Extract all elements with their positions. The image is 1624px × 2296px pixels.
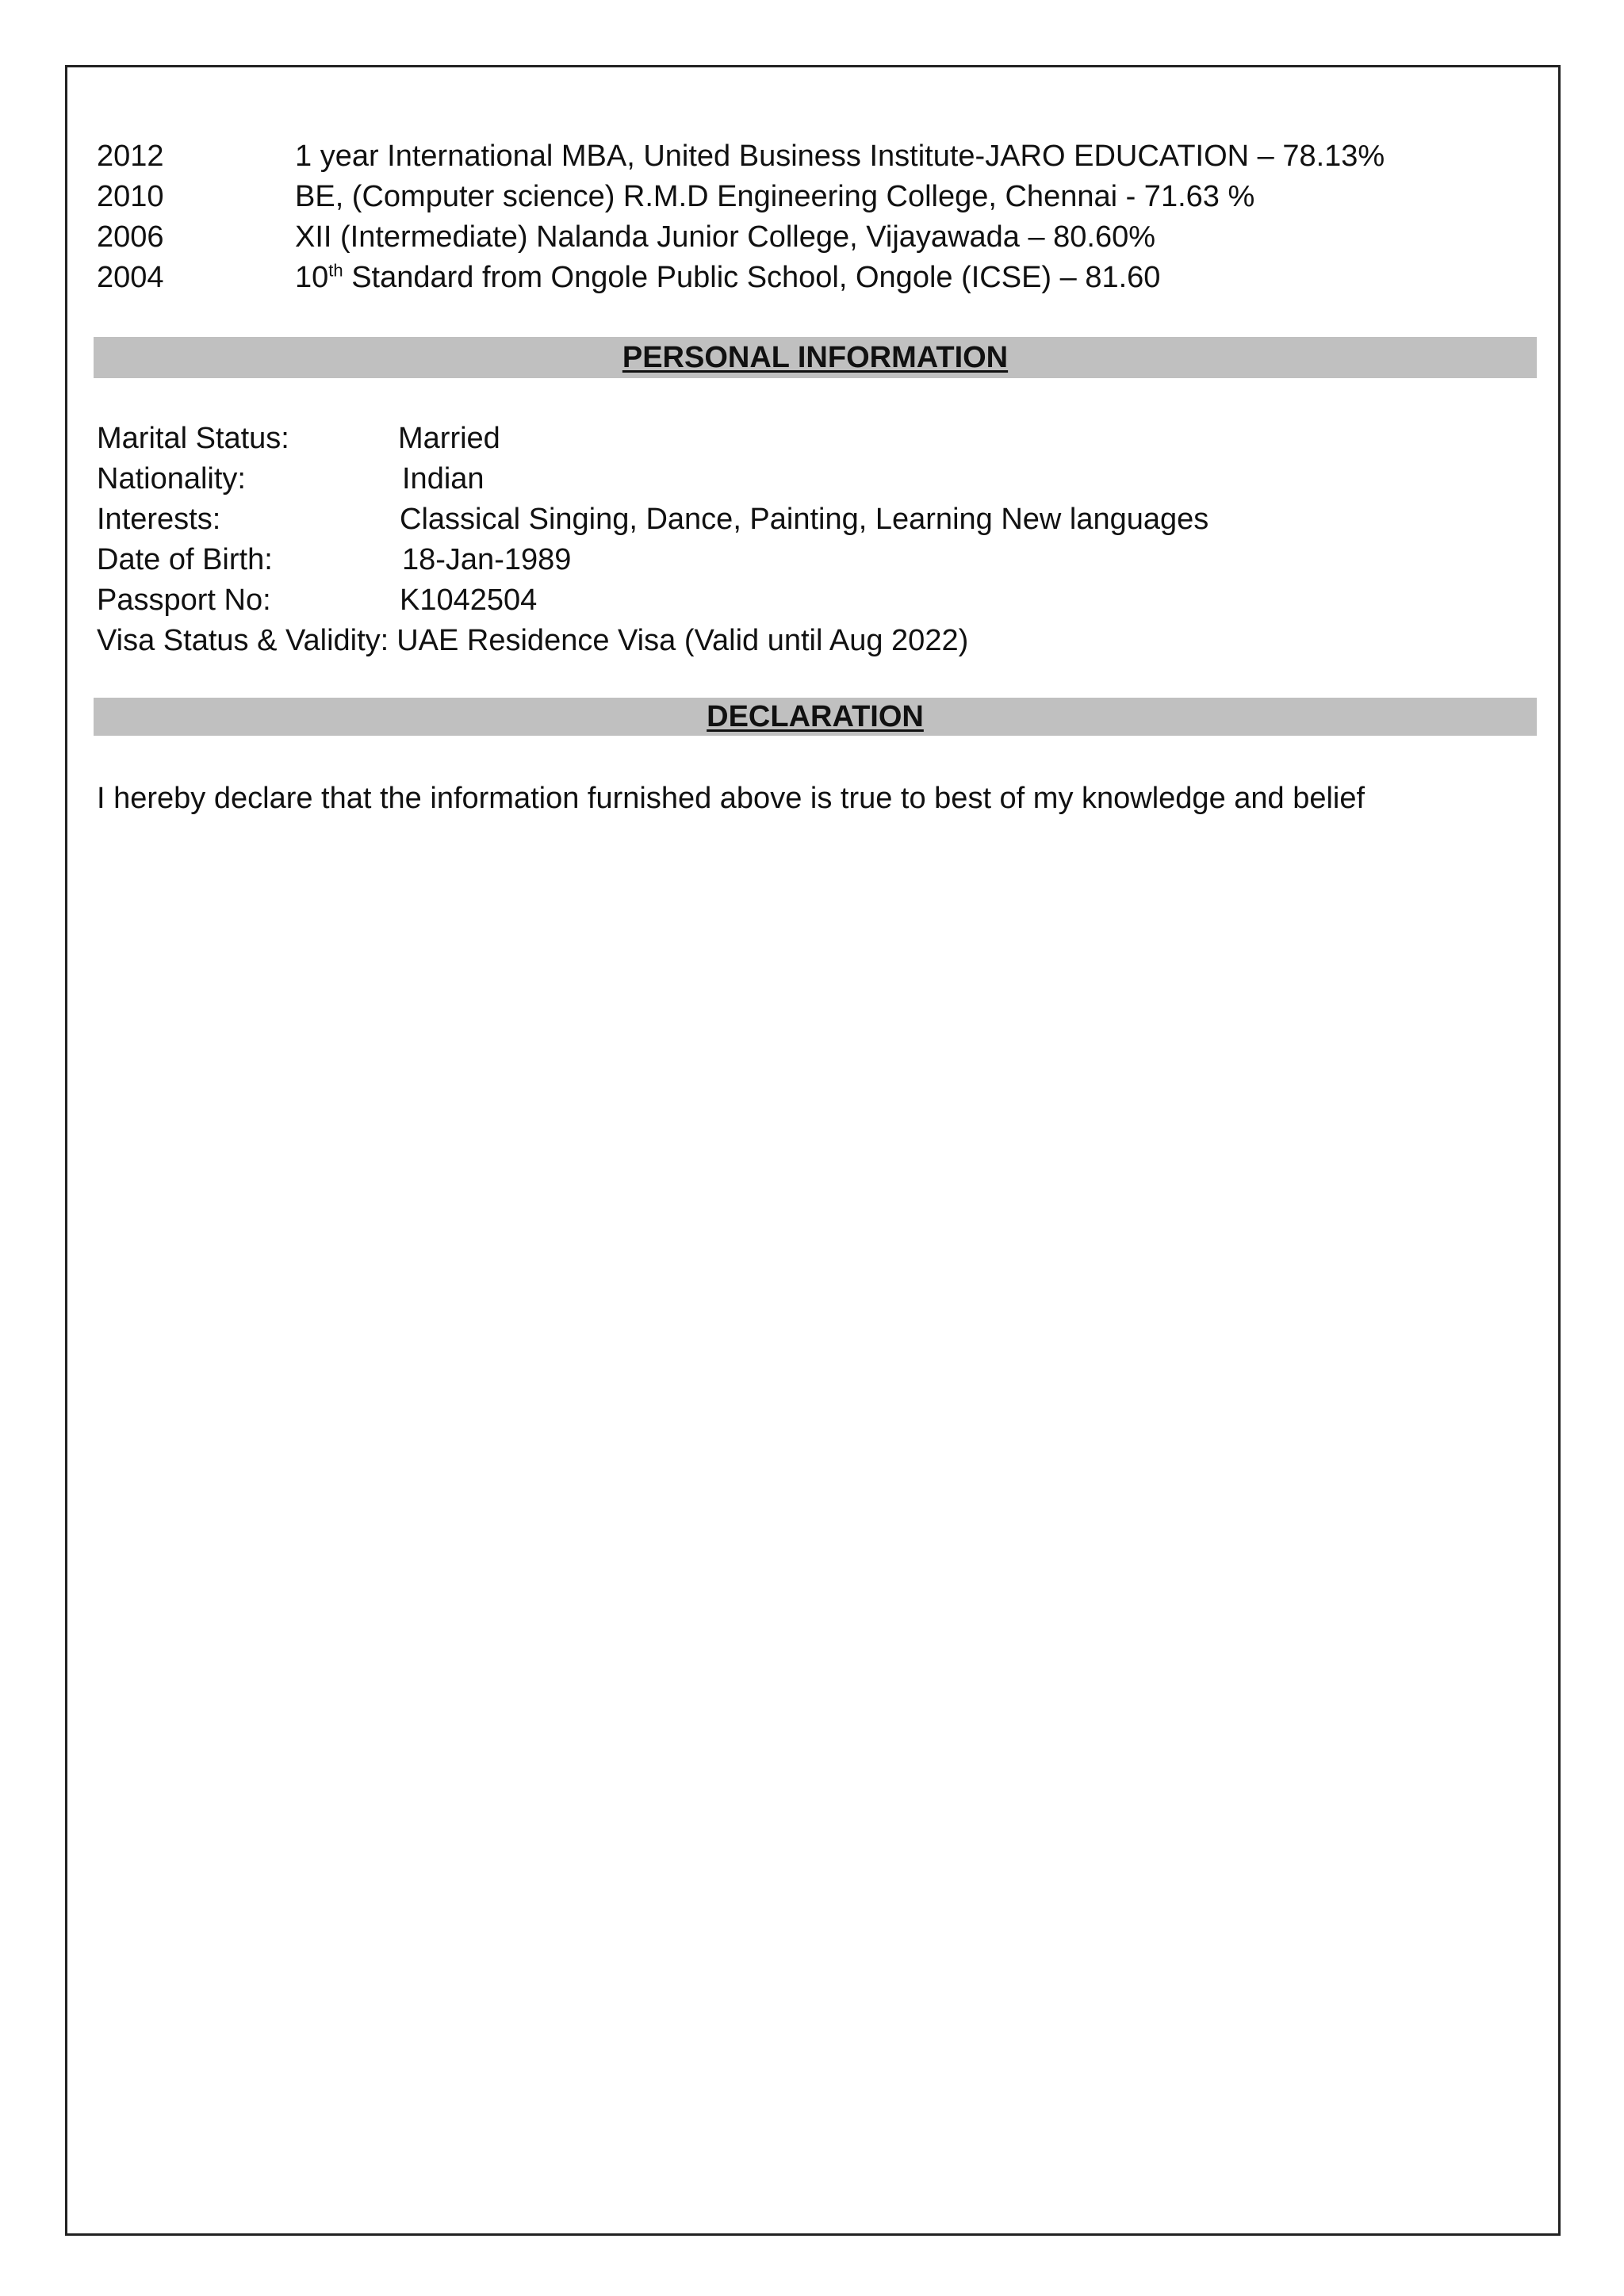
education-row — [97, 258, 1540, 298]
education-detail: XII (Intermediate) Nalanda Junior College, Vijayawada – 80.60% — [295, 220, 1156, 254]
info-value: Indian — [402, 462, 485, 496]
education-row — [97, 217, 1540, 258]
info-label: Passport No: — [97, 584, 271, 617]
declaration-header — [94, 698, 1537, 736]
info-value: UAE Residence Visa (Valid until Aug 2022) — [396, 624, 969, 657]
info-label: Marital Status: — [97, 422, 289, 455]
education-row — [97, 177, 1540, 217]
info-value: Married — [398, 422, 500, 455]
education-list — [97, 136, 1540, 298]
section-title: DECLARATION — [707, 700, 924, 733]
personal-information-list — [97, 419, 1540, 661]
info-label: Visa Status & Validity: — [97, 624, 389, 657]
education-year: 2006 — [97, 220, 164, 254]
education-detail-suffix: Standard from Ongole Public School, Ongole (ICSE) – 81.60 — [343, 261, 1161, 294]
ordinal-superscript: th — [328, 260, 343, 281]
education-year: 2004 — [97, 261, 164, 294]
education-detail: BE, (Computer science) R.M.D Engineering College, Chennai - 71.63 % — [295, 180, 1255, 213]
education-row — [97, 136, 1540, 177]
info-label: Interests: — [97, 503, 221, 536]
page-border — [65, 65, 1561, 2236]
education-detail — [295, 258, 1540, 298]
info-value: 18-Jan-1989 — [402, 543, 572, 576]
info-label: Nationality: — [97, 462, 246, 496]
info-row — [97, 621, 1540, 661]
declaration-text: I hereby declare that the information furnished above is true to best of my knowledge and belief — [97, 782, 1365, 815]
personal-information-header — [94, 337, 1537, 378]
info-value: Classical Singing, Dance, Painting, Learning New languages — [400, 503, 1209, 536]
education-year: 2010 — [97, 180, 164, 213]
info-row — [97, 419, 1540, 459]
education-year: 2012 — [97, 140, 164, 173]
education-detail: 1 year International MBA, United Business Institute-JARO EDUCATION – 78.13% — [295, 140, 1385, 173]
info-value: K1042504 — [400, 584, 538, 617]
education-detail-prefix: 10 — [295, 261, 329, 294]
section-title: PERSONAL INFORMATION — [622, 341, 1009, 374]
info-row — [97, 540, 1540, 580]
info-row — [97, 459, 1540, 499]
info-row — [97, 499, 1540, 540]
info-label: Date of Birth: — [97, 543, 273, 576]
info-row — [97, 580, 1540, 621]
